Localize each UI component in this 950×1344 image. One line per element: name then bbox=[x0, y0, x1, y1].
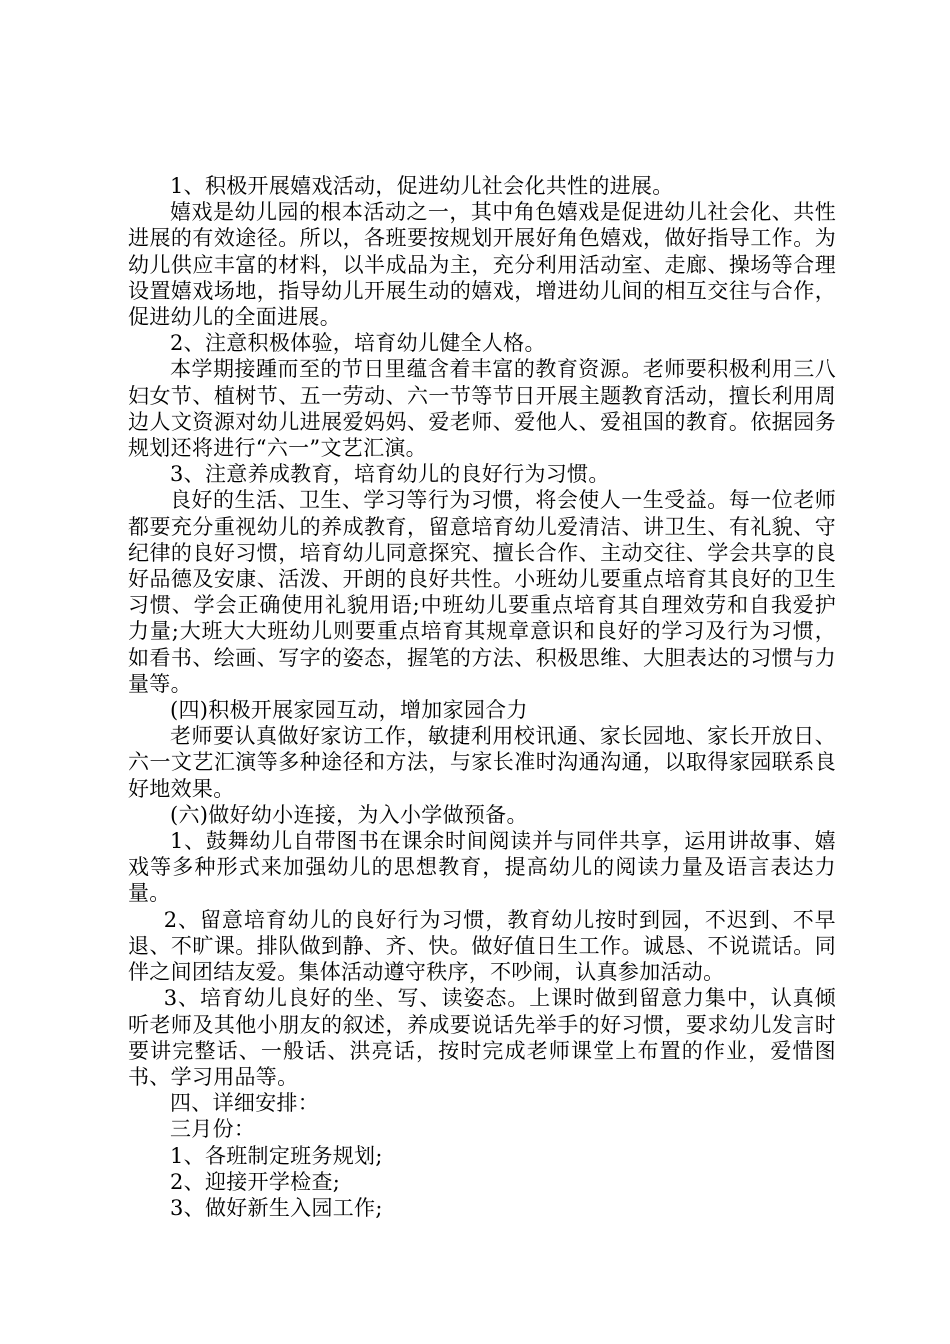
paragraph-experience-body: 本学期接踵而至的节日里蕴含着丰富的教育资源。老师要积极利用三八妇女节、植树节、五一劳动、六一节等节日开展主题教育活动，擅长利用周边人文资源对幼儿进展爱妈妈、爱老师、爱他人、爱祖国的教育。依据园务规划还将进行“六一”文艺汇演。 bbox=[128, 357, 836, 461]
paragraph-home-school-heading: (四)积极开展家园互动，增加家园合力 bbox=[170, 698, 528, 723]
paragraph-march-item-2: 2、迎接开学检查; bbox=[170, 1169, 341, 1194]
paragraph-transition-item-2: 2、留意培育幼儿的良好行为习惯，教育幼儿按时到园，不迟到、不早退、不旷课。排队做到静、齐、快。做好值日生工作。诚恳、不说谎话。同伴之间团结友爱。集体活动遵守秩序，不吵闹，认真参加活动。 bbox=[128, 907, 836, 985]
paragraph-play-body: 嬉戏是幼儿园的根本活动之一，其中角色嬉戏是促进幼儿社会化、共性进展的有效途径。所以，各班要按规划开展好角色嬉戏，做好指导工作。为幼儿供应丰富的材料，以半成品为主，充分利用活动室、走廊、操场等合理设置嬉戏场地，指导幼儿开展生动的嬉戏，增进幼儿间的相互交往与合作，促进幼儿的全面进展。 bbox=[128, 200, 836, 330]
paragraph-march-heading: 三月份： bbox=[170, 1117, 256, 1142]
paragraph-march-item-1: 1、各班制定班务规划; bbox=[170, 1143, 383, 1168]
paragraph-habits-body: 良好的生活、卫生、学习等行为习惯，将会使人一生受益。每一位老师都要充分重视幼儿的养成教育，留意培育幼儿爱清洁、讲卫生、有礼貌、守纪律的良好习惯，培育幼儿同意探究、擅长合作、主动交往、学会共享的良好品德及安康、活泼、开朗的良好共性。小班幼儿要重点培育其良好的卫生习惯、学会正确使用礼貌用语;中班幼儿要重点培育其自理效劳和自我爱护力量;大班大大班幼儿则要重点培育其规章意识和良好的学习及行为习惯，如看书、绘画、写字的姿态，握笔的方法、积极思维、大胆表达的习惯与力量等。 bbox=[128, 488, 836, 696]
paragraph-march-item-3: 3、做好新生入园工作; bbox=[170, 1195, 383, 1220]
paragraph-home-school-body: 老师要认真做好家访工作，敏捷利用校讯通、家长园地、家长开放日、六一文艺汇演等多种途径和方法，与家长准时沟通沟通，以取得家园联系良好地效果。 bbox=[128, 724, 836, 801]
document-body bbox=[128, 173, 836, 1221]
paragraph-transition-heading: (六)做好幼小连接，为入小学做预备。 bbox=[170, 802, 528, 827]
paragraph-schedule-heading: 四、详细安排： bbox=[170, 1091, 320, 1116]
paragraph-transition-item-1: 1、鼓舞幼儿自带图书在课余时间阅读并与同伴共享，运用讲故事、嬉戏等多种形式来加强幼儿的思想教育，提高幼儿的阅读力量及语言表达力量。 bbox=[128, 829, 836, 906]
paragraph-play-heading: 1、积极开展嬉戏活动，促进幼儿社会化共性的进展。 bbox=[170, 174, 674, 198]
paragraph-habits-heading: 3、注意养成教育，培育幼儿的良好行为习惯。 bbox=[170, 462, 610, 487]
paragraph-transition-item-3: 3、培育幼儿良好的坐、写、读姿态。上课时做到留意力集中，认真倾听老师及其他小朋友的叙述，养成要说话先举手的好习惯，要求幼儿发言时要讲完整话、一般话、洪亮话，按时完成老师课堂上布置的作业，爱惜图书、学习用品等。 bbox=[128, 986, 836, 1089]
paragraph-experience-heading: 2、注意积极体验，培育幼儿健全人格。 bbox=[170, 331, 546, 356]
